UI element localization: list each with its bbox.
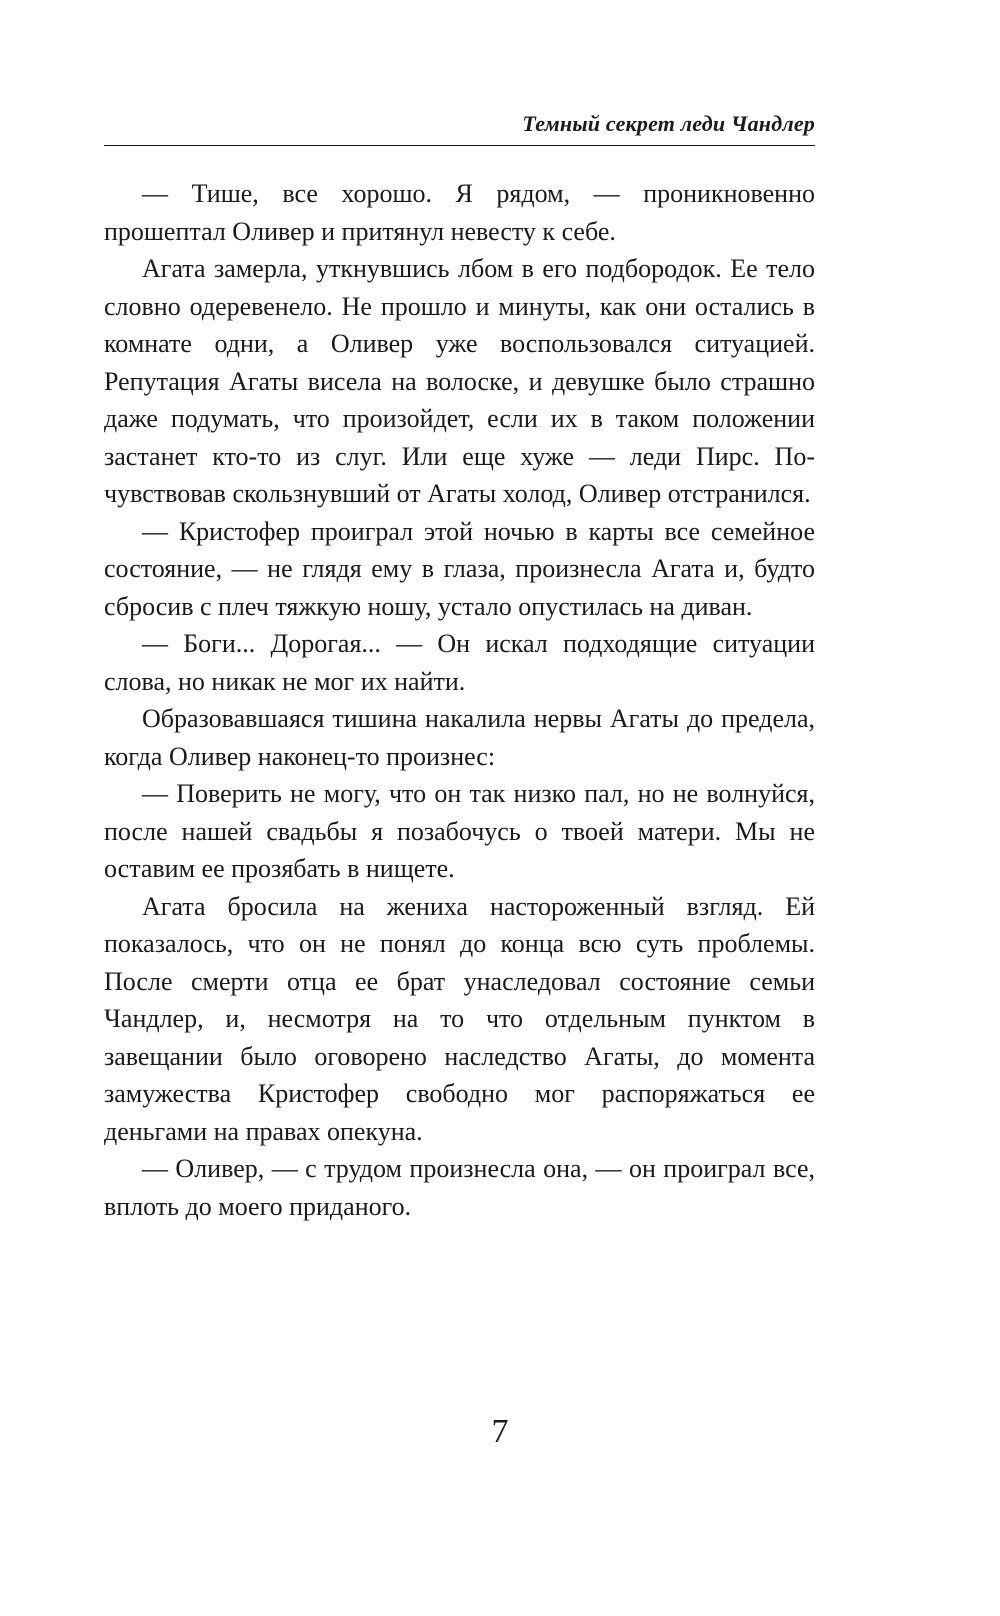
header-rule: [104, 145, 815, 146]
paragraph: — Оливер, — с трудом произнесла она, — он проиграл все, вплоть до моего приданого.: [104, 1154, 815, 1221]
paragraph: Образовавшаяся тишина накалила нервы Агаты до предела, когда Оливер наконец-то произнес:: [104, 704, 815, 771]
paragraph: — Поверить не могу, что он так низко пал, но не волнуйся, после нашей свадьбы я позабочусь о твоей матери. Мы не оставим ее прозябать в нищете.: [104, 779, 815, 883]
paragraph: — Боги... Дорогая... — Он искал подходящие ситуации слова, но никак не мог их найти.: [104, 629, 815, 696]
paragraph: — Тише, все хорошо. Я рядом, — проникновенно прошептал Оливер и притянул невесту к себе.: [104, 179, 815, 246]
paragraph: Агата бросила на жениха настороженный взгляд. Ей показалось, что он не понял до конца всю суть проблемы. После смерти отца ее брат унаследовал состояние семьи Чандлер, и, несмотря на то что отдельным пунктом в завещании было оговорено наследство Агаты, до момента замужества Кристофер свободно мог распоряжаться ее деньгами на правах опекуна.: [104, 891, 815, 1146]
page-number: 7: [491, 1413, 509, 1450]
paragraph: Агата замерла, уткнувшись лбом в его подбородок. Ее тело словно одеревенело. Не прошло и минуты, как они остались в комнате одни, а Оливер уже воспользовался ситуацией. Репутация Агаты висела на волоске, и девушке было страшно даже подумать, что произойдет, если их в таком положении застанет кто-то из слуг. Или еще хуже — леди Пирс. Почувствовав скользнувший от Агаты холод, Оливер отстранился.: [104, 254, 815, 508]
running-header-title: Темный секрет леди Чандлер: [522, 111, 815, 136]
paragraph: — Кристофер проиграл этой ночью в карты все семейное состояние, — не глядя ему в глаза, произнесла Агата и, будто сбросив с плеч тяжкую ношу, устало опустилась на диван.: [104, 516, 815, 621]
body-text: [104, 175, 815, 1225]
